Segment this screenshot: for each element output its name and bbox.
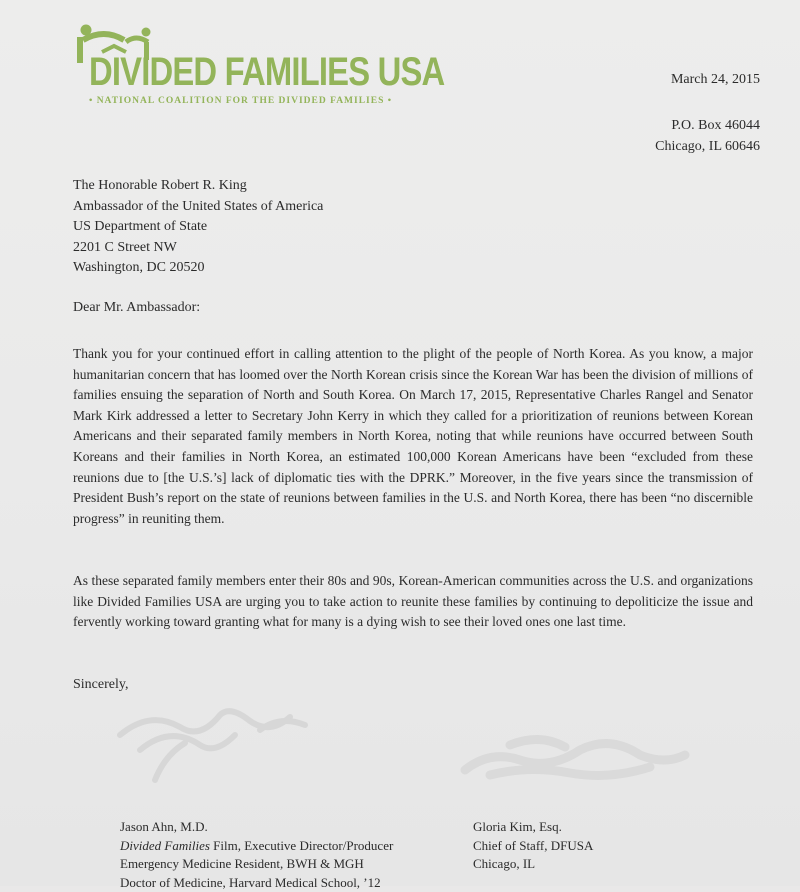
sender-address-line: P.O. Box 46044 — [655, 115, 760, 136]
body-paragraph: As these separated family members enter their 80s and 90s, Korean-American communities across the U.S. and organizations like Divided Families USA are urging you to take action to reunite these families by continuing to depoliticize the issue and fervently working toward granting what for many is a dying wish to see their loved ones one last time. — [73, 571, 753, 633]
signer-block-right — [473, 818, 593, 874]
closing: Sincerely, — [73, 677, 128, 693]
recipient-line: Washington, DC 20520 — [73, 258, 323, 279]
sender-address — [655, 115, 760, 157]
signer-location: Chicago, IL — [473, 855, 593, 874]
signer-block-left — [120, 818, 393, 892]
signer-title: Chief of Staff, DFUSA — [473, 837, 593, 856]
recipient-line: US Department of State — [73, 217, 323, 238]
recipient-line: 2201 C Street NW — [73, 238, 323, 259]
signer-name: Gloria Kim, Esq. — [473, 818, 593, 837]
recipient-line: Ambassador of the United States of America — [73, 197, 323, 218]
body-paragraph: Thank you for your continued effort in calling attention to the plight of the people of North Korea. As you know, a major humanitarian concern that has loomed over the North Korean crisis since the Korean War has been the division of millions of families ensuing the separation of North and South Korea. On March 17, 2015, Representative Charles Rangel and Senator Mark Kirk addressed a letter to Secretary John Kerry in which they called for a prioritization of reunions between Korean Americans and their separated family members in North Korea, noting that while reunions have occurred between South Koreans and their families in North Korea, an estimated 100,000 Korean Americans have been “excluded from these reunions due to [the U.S.’s] lack of diplomatic ties with the DPRK.” Moreover, in the five years since the transmission of President Bush’s report on the state of reunions between families in the U.S. and North Korea, there has been “no discernible progress” in reuniting them. — [73, 344, 753, 529]
recipient-line: The Honorable Robert R. King — [73, 176, 323, 197]
signer-role: Film, Executive Director/Producer — [210, 838, 393, 853]
sender-address-line: Chicago, IL 60646 — [655, 136, 760, 157]
signer-affiliation: Emergency Medicine Resident, BWH & MGH — [120, 855, 393, 874]
signer-name: Jason Ahn, M.D. — [120, 818, 393, 837]
org-name: DIVIDED FAMILIES USA — [89, 50, 444, 95]
signature-jason-ahn — [120, 711, 305, 780]
signatures — [110, 695, 710, 805]
signer-title — [120, 837, 393, 856]
recipient-address — [73, 176, 323, 279]
signature-gloria-kim — [465, 739, 685, 775]
salutation: Dear Mr. Ambassador: — [73, 300, 200, 316]
letter-date: March 24, 2015 — [671, 72, 760, 88]
film-title: Divided Families — [120, 838, 210, 853]
org-tagline: • NATIONAL COALITION FOR THE DIVIDED FAMILIES • — [89, 96, 392, 106]
signer-degree: Doctor of Medicine, Harvard Medical School, ’12 — [120, 874, 393, 892]
